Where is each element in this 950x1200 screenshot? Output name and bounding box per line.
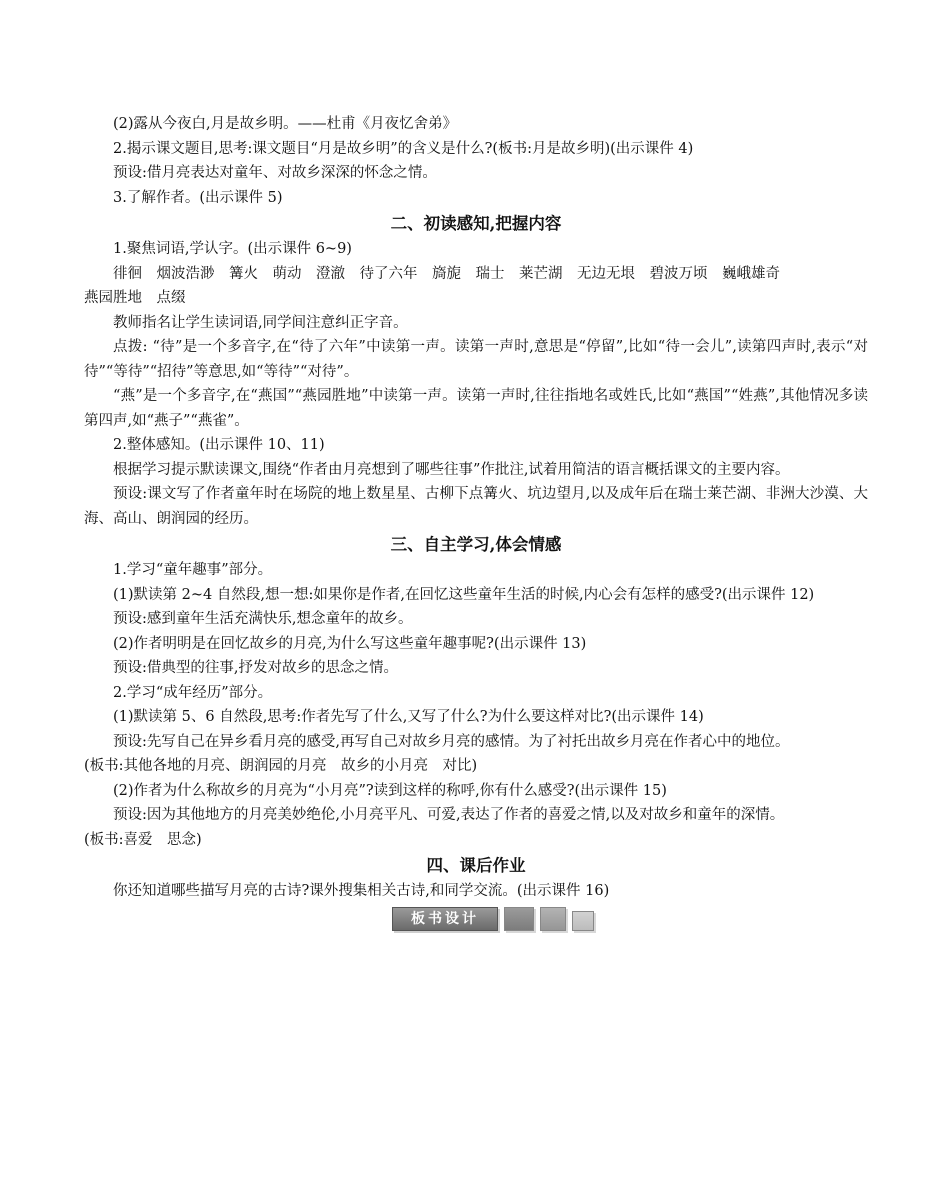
vocab-words-line-2: 燕园胜地 点缀 [84, 290, 186, 306]
banner-decoration-square [572, 911, 594, 931]
section-heading-2: 二、初读感知,把握内容 [390, 214, 562, 233]
preset-answer: 预设:感到童年生活充满快乐,想念童年的故乡。 [113, 611, 413, 627]
question: (2)作者明明是在回忆故乡的月亮,为什么写这些童年趣事呢?(出示课件 13) [113, 635, 587, 652]
vocab-words-line-1: 徘徊 烟波浩渺 篝火 萌动 澄澈 待了六年 旖旎 瑞士 莱芒湖 无边无垠 碧波万顷 巍峨雄奇 [113, 265, 780, 282]
section-heading-4: 四、课后作业 [426, 856, 526, 875]
section-heading-3: 三、自主学习,体会情感 [390, 535, 562, 554]
teacher-instruction: 教师指名让学生读词语,同学间注意纠正字音。 [113, 314, 408, 331]
pronunciation-tip-yan: “燕”是一个多音字,在“燕国”“燕园胜地”中读第一声。读第一声时,往往指地名或姓氏,比如“燕国”“姓燕”,其他情况多读第四声,如“燕子”“燕雀”。 [84, 388, 868, 429]
preset-answer: 预设:先写自己在异乡看月亮的感受,再写自己对故乡月亮的感情。为了衬托出故乡月亮在作者心中的地位。 [113, 733, 790, 750]
reveal-title-step: 2.揭示课文题目,思考:课文题目“月是故乡明”的含义是什么?(板书:月是故乡明)(出示课件 4) [113, 140, 694, 157]
banner-decoration-square [540, 907, 566, 931]
step-childhood: 1.学习“童年趣事”部分。 [113, 562, 273, 578]
document-body [84, 112, 868, 931]
step-adulthood: 2.学习“成年经历”部分。 [113, 684, 273, 701]
step-overall: 2.整体感知。(出示课件 10、11) [113, 437, 325, 453]
step-vocab: 1.聚焦词语,学认字。(出示课件 6~9) [113, 241, 352, 257]
preset-answer: 预设:课文写了作者童年时在场院的地上数星星、古柳下点篝火、坑边望月,以及成年后在瑞士莱芒湖、非洲大沙漠、大海、高山、朗润园的经历。 [84, 486, 868, 527]
board-note: (板书:其他各地的月亮、朗润园的月亮 故乡的小月亮 对比) [84, 758, 478, 774]
pronunciation-tip-dai: 点拨: “待”是一个多音字,在“待了六年”中读第一声。读第一声时,意思是“停留”,比如“待一会儿”,读第四声时,表示“对待”“等待”“招待”等意思,如“等待”“对待”。 [84, 339, 868, 380]
author-step: 3.了解作者。(出示课件 5) [113, 189, 283, 206]
reading-task: 根据学习提示默读课文,围绕“作者由月亮想到了哪些往事”作批注,试着用简洁的语言概括课文的主要内容。 [113, 461, 790, 478]
board-note: (板书:喜爱 思念) [84, 831, 202, 848]
question: (1)默读第 5、6 自然段,思考:作者先写了什么,又写了什么?为什么要这样对比?(出示课件 14) [113, 709, 704, 725]
question: (2)作者为什么称故乡的月亮为“小月亮”?读到这样的称呼,你有什么感受?(出示课件 15) [113, 782, 667, 799]
board-design-label: 板书设计 [392, 907, 498, 931]
preset-answer: 预设:因为其他地方的月亮美妙绝伦,小月亮平凡、可爱,表达了作者的喜爱之情,以及对故乡和童年的深情。 [113, 807, 785, 823]
preset-answer: 预设:借典型的往事,抒发对故乡的思念之情。 [113, 660, 398, 676]
board-design-banner [84, 907, 868, 931]
question: (1)默读第 2~4 自然段,想一想:如果你是作者,在回忆这些童年生活的时候,内心会有怎样的感受?(出示课件 12) [113, 586, 815, 603]
banner-decoration-square [504, 907, 534, 931]
poem-quote-line: (2)露从今夜白,月是故乡明。——杜甫《月夜忆舍弟》 [113, 116, 458, 132]
preset-answer: 预设:借月亮表达对童年、对故乡深深的怀念之情。 [113, 165, 437, 181]
homework-text: 你还知道哪些描写月亮的古诗?课外搜集相关古诗,和同学交流。(出示课件 16) [113, 883, 610, 899]
